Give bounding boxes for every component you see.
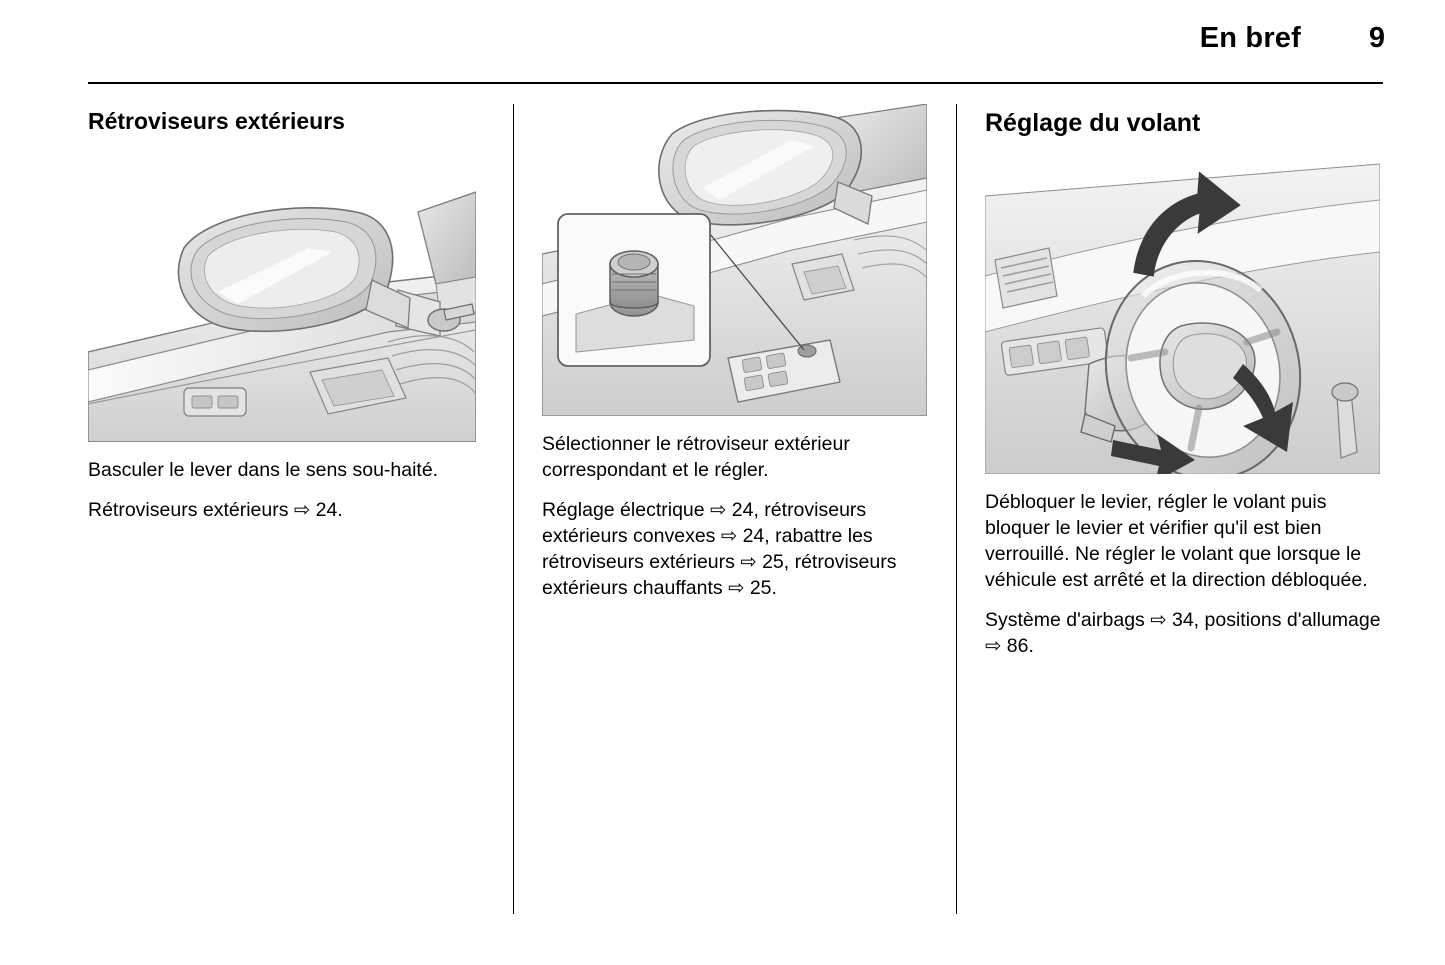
header-divider: [88, 82, 1383, 84]
exterior-mirror-electric-control-illustration: [542, 104, 927, 416]
column-steering-wheel: [956, 104, 1383, 914]
exterior-mirror-manual-lever-illustration: [88, 152, 476, 442]
steering-wheel-adjustment-illustration: [985, 156, 1380, 474]
steering-paragraph-1: Débloquer le levier, régler le volant puis bloquer le levier et vérifier qu'il est bien verrouillé. Ne régler le volant que lorsque le véhicule est arrêté et la direction débloquée.: [985, 491, 1368, 591]
section-title-steering: Réglage du volant: [985, 109, 1201, 137]
page-title: En bref: [1199, 22, 1301, 54]
column-electric-mirrors: [513, 104, 956, 914]
section-title-mirrors: Rétroviseurs extérieurs: [88, 108, 345, 134]
content-columns: [88, 104, 1383, 914]
electric-mirrors-paragraph-2: Réglage électrique ⇨ 24, rétroviseurs extérieurs convexes ⇨ 24, rabattre les rétroviseurs extérieurs ⇨ 25, rétroviseurs extérieurs chauffants ⇨ 25.: [542, 498, 897, 599]
steering-paragraph-2: Système d'airbags ⇨ 34, positions d'allumage ⇨ 86.: [985, 608, 1381, 657]
electric-mirrors-paragraph-1: Sélectionner le rétroviseur extérieur correspondant et le régler.: [542, 433, 850, 481]
mirrors-paragraph-2: Rétroviseurs extérieurs ⇨ 24.: [88, 498, 343, 521]
page-header: [88, 22, 1385, 78]
page-number: 9: [1368, 22, 1385, 54]
mirrors-paragraph-1: Basculer le lever dans le sens sou-haité.: [88, 458, 439, 481]
column-exterior-mirrors: [88, 104, 513, 914]
